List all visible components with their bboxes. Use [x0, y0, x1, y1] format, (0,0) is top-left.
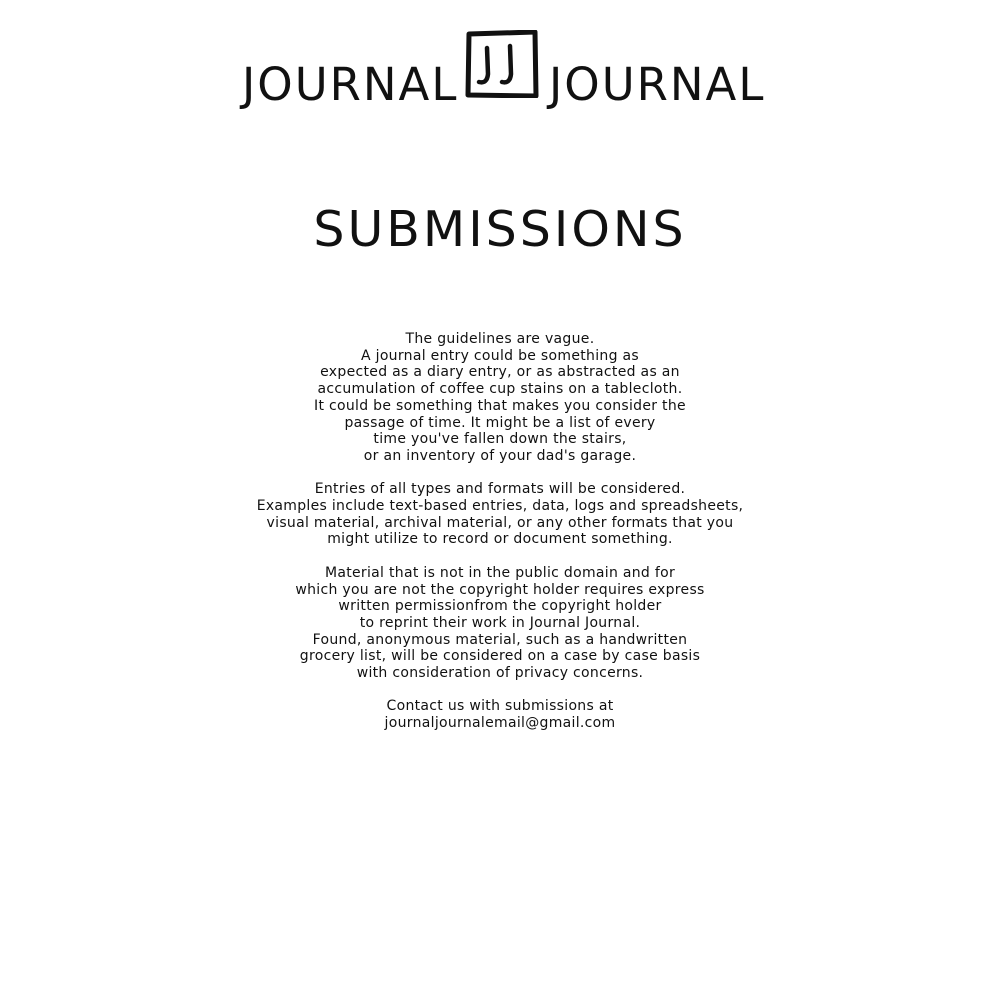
text-line: Entries of all types and formats will be considered. [314, 481, 686, 498]
paragraph-formats [150, 481, 850, 548]
text-line: Found, anonymous material, such as a handwritten [312, 631, 688, 648]
text-line: It could be something that makes you consider the [314, 397, 686, 414]
text-line: Examples include text-based entries, data, logs and spreadsheets, [256, 498, 744, 515]
text-line: or an inventory of your dad's garage. [363, 447, 637, 464]
text-line: might utilize to record or document something. [327, 531, 673, 548]
text-line: which you are not the copyright holder requires express [295, 581, 705, 598]
text-line: time you've fallen down the stairs, [373, 431, 627, 448]
text-line: passage of time. It might be a list of every [344, 414, 656, 431]
journal-wordmark-right: JOURNAL [549, 58, 766, 111]
text-line: to reprint their work in Journal Journal. [359, 614, 641, 631]
paragraph-copyright [150, 565, 850, 682]
paragraph-contact [150, 698, 850, 731]
journal-wordmark-left: JOURNAL [242, 58, 459, 111]
contact-line: Contact us with submissions at [386, 698, 614, 715]
text-line: A journal entry could be something as [361, 347, 639, 364]
text-line: expected as a diary entry, or as abstracted as an [320, 364, 680, 381]
text-line: with consideration of privacy concerns. [356, 665, 644, 682]
contact-email-link[interactable]: journaljournalemail@gmail.com [384, 715, 616, 732]
page-title: SUBMISSIONS [313, 201, 687, 258]
header [0, 28, 1000, 111]
text-line: Material that is not in the public domain and for [324, 564, 676, 581]
guidelines-text [150, 331, 850, 749]
jj-logo [465, 30, 539, 98]
text-line: accumulation of coffee cup stains on a tablecloth. [317, 381, 683, 398]
paragraph-guidelines [150, 331, 850, 465]
text-line: visual material, archival material, or any other formats that you [266, 514, 734, 531]
text-line: The guidelines are vague. [405, 331, 595, 347]
text-line: written permissionfrom the copyright holder [338, 598, 662, 615]
text-line: grocery list, will be considered on a case by case basis [299, 648, 701, 665]
